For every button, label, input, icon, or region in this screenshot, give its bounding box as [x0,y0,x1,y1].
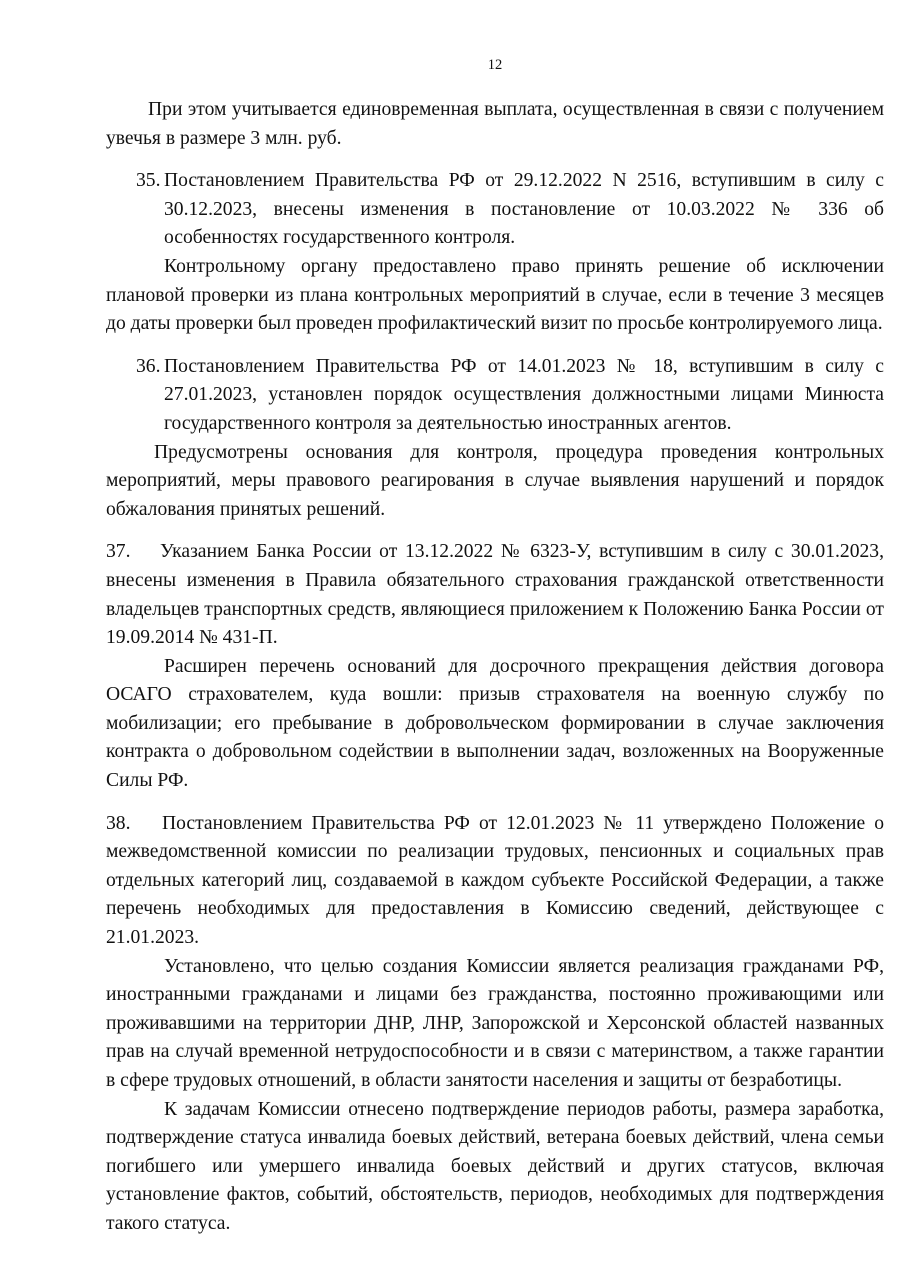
item-37 [106,538,884,795]
item-number: 38. [106,812,131,834]
item-35-detail: Контрольному органу предоставлено право принять решение об исключении плановой проверки из плана контрольных мероприятий в случае, если в течение 3 месяцев до даты проверки был проведен профилактический визит по просьбе контролируемого лица. [106,255,884,335]
item-37-detail: Расширен перечень оснований для досрочного прекращения действия договора ОСАГО страхователем, куда вошли: призыв страхователя на военную службу по мобилизации; его пребывание в добровольческом формировании в случае заключения контракта о добровольном содействии в выполнении задач, возложенных на Вооруженные Силы РФ. [106,655,884,792]
item-36 [106,353,884,525]
item-35-heading [106,167,884,253]
item-text: Постановлением Правительства РФ от 14.01.2023 № 18, вступившим в силу с 27.01.2023, установлен порядок осуществления должностными лицами Минюста государственного контроля за деятельностью иностранных агентов. [164,355,884,434]
item-38-detail-2: К задачам Комиссии отнесено подтверждение периодов работы, размера заработка, подтверждение статуса инвалида боевых действий, ветерана боевых действий, члена семьи погибшего или умершего инвалида боевых действий и других статусов, включая установление фактов, событий, обстоятельств, периодов, необходимых для подтверждения такого статуса. [106,1098,884,1234]
item-text: Постановлением Правительства РФ от 29.12.2022 N 2516, вступившим в силу с 30.12.2023, внесены изменения в постановление от 10.03.2022 № 336 об особенностях государственного контроля. [164,170,884,249]
item-38-detail-1: Установлено, что целью создания Комиссии является реализация гражданами РФ, иностранными гражданами и лицами без гражданства, постоянно проживающими или проживавшими на территории ДНР, ЛНР, Запорожской и Херсонской областей названных прав на случай временной нетрудоспособности и в связи с материнством, а также гарантии в сфере трудовых отношений, в области занятости населения и защиты от безработицы. [106,955,884,1091]
intro-section [106,96,884,153]
item-text: Постановлением Правительства РФ от 12.01.2023 № 11 утверждено Положение о межведомственной комиссии по реализации трудовых, пенсионных и социальных прав отдельных категорий лиц, создаваемой в каждом субъекте Российской Федерации, а также перечень необходимых для предоставления в Комиссию сведений, действующее с 21.01.2023. [106,812,884,949]
item-38 [106,810,884,1239]
item-37-heading [106,538,884,652]
item-36-detail: Предусмотрены основания для контроля, процедура проведения контрольных мероприятий, меры правового реагирования в случае выявления нарушений и порядок обжалования принятых решений. [106,441,884,520]
page-number: 12 [487,57,503,73]
item-text: Указанием Банка России от 13.12.2022 № 6323-У, вступившим в силу с 30.01.2023, внесены изменения в Правила обязательного страхования гражданской ответственности владельцев транспортных средств, являющиеся приложением к Положению Банка России от 19.09.2014 № 431-П. [106,541,884,649]
item-number: 36. [136,355,161,377]
item-number: 35. [136,170,161,192]
item-38-heading [106,810,884,953]
intro-paragraph: При этом учитывается единовременная выплата, осуществленная в связи с получением увечья в размере 3 млн. руб. [106,99,884,149]
item-number: 37. [106,541,131,563]
item-35 [106,167,884,339]
item-36-heading [106,353,884,439]
